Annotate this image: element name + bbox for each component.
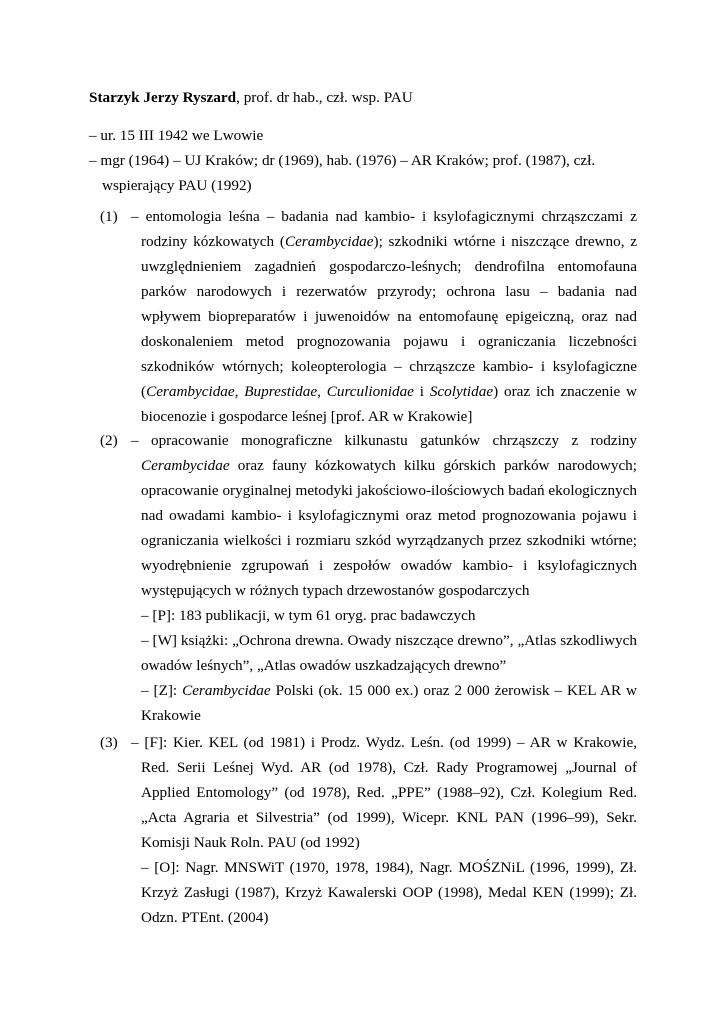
entry-heading [89,88,413,108]
section-1-text-d: ) oraz ich znaczenie w biocenozie i gospodarce leśnej [prof. AR w Krakowie] [141,383,637,425]
publications-line: – [P]: 183 publikacji, w tym 61 oryg. prac badawczych [141,607,476,624]
person-name: Starzyk Jerzy Ryszard [89,89,237,106]
section-1-italic-a: Cerambycidae [284,233,374,250]
degrees-line [89,148,637,198]
section-1-body [131,204,637,429]
section-2-text-b: oraz fauny kózkowatych kilku górskich parków narodowych; opracowanie oryginalnej metodyki jakościowo-ilościowych badań ekologicznych nad owadami kambio- i ksylofagicznymi oraz metod prognozowania pojawu i ograniczania wielkości i rozmiaru szkód wyrządzanych przez szkodniki wtórne; wyodrębnienie zgrupowań i zespołów owadów kambio- i ksylofagicznych występujących w różnych typach drzewostanów gospodarczych [141,457,637,599]
section-1-label: (1) [100,208,118,225]
section-research-areas [100,204,637,429]
section-functions-awards [100,730,637,930]
section-1-text-a: – entomologia leśna – badania nad kambio- i ksylofagicznymi chrząszczami z rodziny kózkowatych ( [131,208,637,250]
collections-italic: Cerambycidae [182,682,271,699]
collections-text-a: – [Z]: [141,682,183,699]
section-1-italic-b: Cerambycidae, Buprestidae, Curculionidae [146,383,414,400]
birth-line: – ur. 15 III 1942 we Lwowie [89,127,264,144]
section-achievements [100,428,637,728]
section-3-label: (3) [100,734,118,751]
section-1-text-b: ); szkodniki wtórne i niszczące drewno, z uwzględnieniem zagadnień gospodarczo-leśnych; dendrofilna entomofauna parków narodowych i rezerwatów przyrody; ochrona lasu – badania nad wpływem biopreparatów i juwenoidów na entomofaunę epigeiczną, oraz nad doskonaleniem metod prognozowania pojawu i ograniczania liczebności szkodników wtórnych; koleopterologia – chrząszcze kambio- i ksylofagiczne ( [141,233,637,400]
degrees-line-2: wspierający PAU (1992) [102,177,252,194]
collections-line [141,678,637,728]
section-3-body [131,730,637,930]
person-titles: , prof. dr hab., czł. wsp. PAU [236,89,413,106]
degrees-line-1: – mgr (1964) – UJ Kraków; dr (1969), hab. (1976) – AR Kraków; prof. (1987), czł. [89,152,596,169]
section-2-label: (2) [100,432,118,449]
section-1-italic-c: Scolytidae [429,383,494,400]
section-2-body [131,428,637,728]
collections-text-b: Polski (ok. 15 000 ex.) oraz 2 000 żerowisk – KEL AR w Krakowie [141,682,637,724]
section-2-main [131,428,637,603]
section-2-text-a: – opracowanie monograficzne kilkunastu gatunków chrząszczy z rodziny [131,432,637,449]
functions-line: – [F]: Kier. KEL (od 1981) i Prodz. Wydz. Leśn. (od 1999) – AR w Krakowie, Red. Serii Leśnej Wyd. AR (od 1978), Czł. Rady Programowej „Journal of Applied Entomology” (od 1978), Red. „PPE” (1988–92), Czł. Kolegium Red. „Acta Agraria et Silvestria” (od 1999), Wicepr. KNL PAN (1996–99), Sekr. Komisji Nauk Roln. PAU (od 1992) [131,734,637,851]
section-1-text-c: i [413,383,430,400]
awards-line: – [O]: Nagr. MNSWiT (1970, 1978, 1984), Nagr. MOŚZNiL (1996, 1999), Zł. Krzyż Zasługi (1987), Krzyż Kawalerski OOP (1998), Medal KEN (1999); Zł. Odzn. PTEnt. (2004) [141,859,637,926]
books-line: – [W] książki: „Ochrona drewna. Owady niszczące drewno”, „Atlas szkodliwych owadów leśnych”, „Atlas owadów uszkadzających drewno” [141,632,637,674]
section-2-italic-a: Cerambycidae [141,457,230,474]
